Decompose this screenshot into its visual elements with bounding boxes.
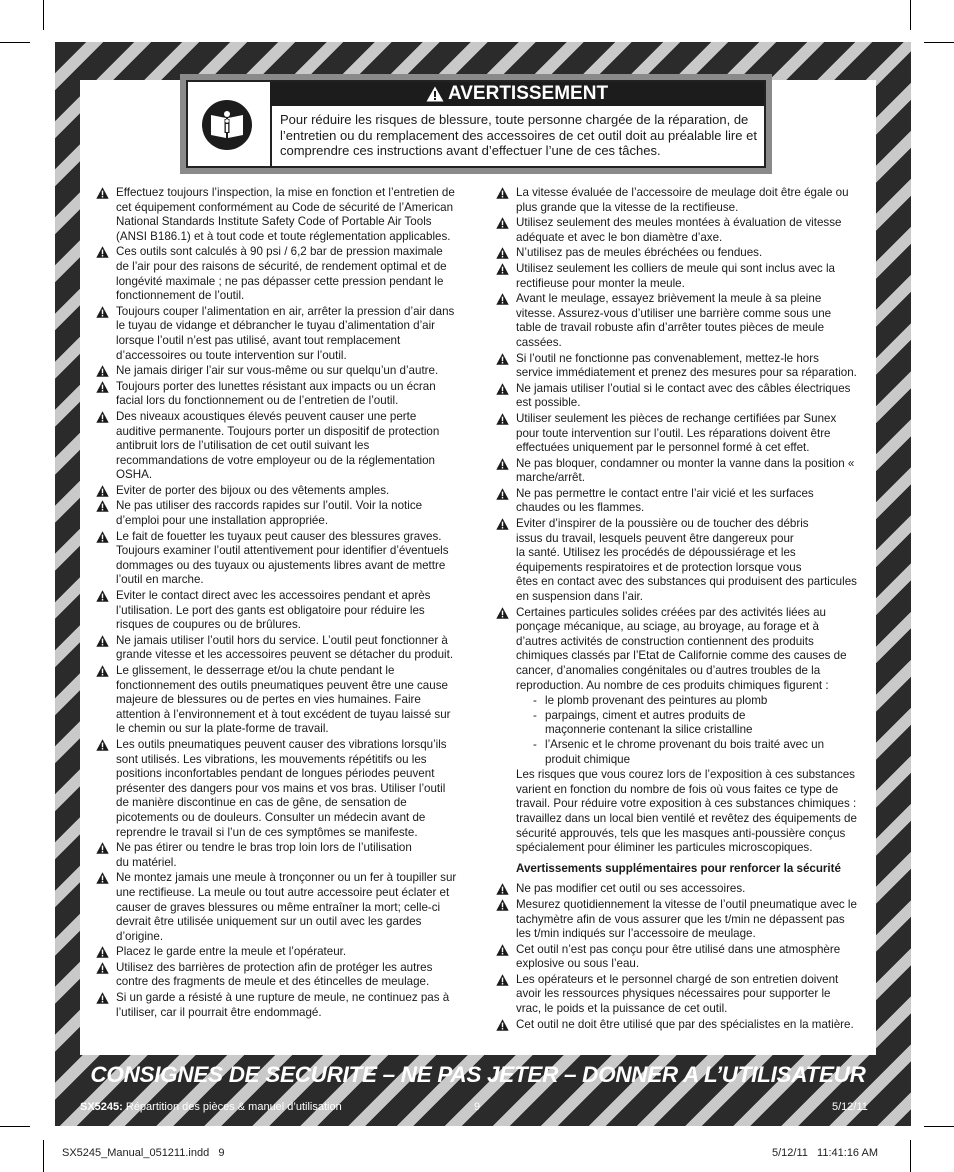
footer-description: Répartition des pièces & manuel d’utilisation (125, 1101, 342, 1113)
warning-triangle-icon (96, 531, 109, 543)
list-dash: - (533, 694, 537, 708)
warning-item-text: Ne montez jamais une meule à tronçonner ou un fer à toupiller sur une rectifieuse. La meule ou tout autre accessoire peut éclater et causer de graves blessures ou même entraîner la mort; celle-ci devrait être utilisée uniquement sur un outil avec les gardes d’origine. (116, 871, 457, 943)
warning-item-text: Ne pas étirer ou tendre le bras trop loin lors de l’utilisation du matériel. (116, 841, 412, 869)
warning-item (96, 738, 458, 840)
footer-date: 5/12/11 (832, 1101, 868, 1113)
warning-item-text: Si un garde a résisté à une rupture de meule, ne continuez pas à l’utiliser, car il pourrait être endommagé. (116, 991, 450, 1019)
warning-triangle-icon (496, 383, 509, 395)
warning-item (496, 292, 858, 350)
warning-box (186, 80, 766, 168)
warning-item (96, 664, 458, 737)
warning-item (96, 186, 458, 244)
warning-item-text: Le glissement, le desserrage et/ou la chute pendant le fonctionnement des outils pneumatiques peuvent être une cause majeure de blessures ou de pertes en vies humaines. Faire attention à l’environnement et à tout excédent de tuyau laissé sur le chemin ou sur la plate-forme de travail. (116, 664, 451, 736)
warning-item (96, 945, 458, 960)
warning-item-text: Cet outil n’est pas conçu pour être utilisé dans une atmosphère explosive ou sous l’eau. (516, 942, 841, 971)
warning-item (496, 943, 858, 972)
warning-item (96, 364, 458, 379)
warning-triangle-icon (496, 974, 509, 986)
chemical-list-item (496, 738, 858, 767)
warning-item (496, 487, 858, 516)
warning-item (96, 871, 458, 944)
warning-triangle-icon (96, 962, 109, 974)
warning-item-text: Les outils pneumatiques peuvent causer des vibrations lorsqu’ils sont utilisés. Les vibrations, les mouvements répétitifs ou les positions inconfortables pendant de longues périodes peuvent présenter des dangers pour vos mains et vos bras. Utiliser l’outil de manière discontinue en cas de gêne, de sensation de picotements ou de douleurs. Consulter un médecin avant de reprendre le travail si l’un de ces symptômes se manifeste. (116, 737, 447, 839)
warning-item-text: La vitesse évaluée de l’accessoire de meulage doit être égale ou plus grande que la vitesse de la rectifieuse. (516, 186, 849, 214)
warning-item-text: Les opérateurs et le personnel chargé de son entretien doivent avoir les ressources physiques nécessaires pour supporter le vrac, le poids et la puissance de cet outil. (516, 972, 839, 1016)
warning-item (96, 484, 458, 499)
warning-item (96, 245, 458, 303)
crop-mark (0, 42, 30, 43)
warning-item (496, 606, 858, 694)
footer-left (80, 1101, 342, 1113)
warning-item-text: Toujours porter des lunettes résistant aux impacts ou un écran facial lors du fonctionnement ou de l’entretien de l’outil. (116, 379, 436, 408)
warning-triangle-icon (496, 353, 509, 365)
warning-item-text: Ne jamais diriger l’air sur vous-même ou sur quelqu’un d’autre. (116, 364, 439, 378)
warning-item (96, 305, 458, 363)
warning-item-text: Avant le meulage, essayez brièvement la meule à sa pleine vitesse. Assurez-vous d’utiliser une barrière comme sous une table de travail robuste afin d’arrêter toutes pièces de meule cassées. (516, 292, 832, 349)
risk-paragraph: Les risques que vous courez lors de l’exposition à ces substances varient en fonction du nombre de fois où vous faites ce type de travail. Pour réduire votre exposition à ces substances chimiques : travaillez dans un local bien ventilé et revêtez des équipements de sécurité approuvés, tels que les masques anti-poussière conçus spécialement pour éliminer les particules microscopiques. (516, 768, 857, 855)
warning-triangle-icon (496, 1019, 509, 1031)
warning-triangle-icon (96, 872, 109, 884)
warning-item-text: Le fait de fouetter les tuyaux peut causer des blessures graves. Toujours examiner l’outil attentivement pour identifier d’éventuels dommages ou des tuyaux ou ajustements libres avant de mettre l’outil en marche. (116, 529, 449, 587)
warning-triangle-icon (496, 217, 509, 229)
slug-file: SX5245_Manual_051211.indd 9 (62, 1147, 225, 1159)
right-column (496, 186, 858, 1033)
warning-item (496, 973, 858, 1017)
crop-mark (910, 1140, 911, 1172)
warning-item-text: Utilisez seulement les colliers de meule qui sont inclus avec la rectifieuse pour monter la meule. (516, 261, 835, 290)
safety-banner: CONSIGNES DE SECURITE – NE PAS JETER – DONNER A L’UTILISATEUR (90, 1062, 866, 1087)
warning-triangle-icon (96, 306, 109, 318)
warning-item (496, 262, 858, 291)
warning-item (96, 589, 458, 633)
warning-item (496, 517, 858, 605)
warning-item (496, 186, 858, 215)
warning-triangle-icon (96, 842, 109, 854)
warning-item-text: Ces outils sont calculés à 90 psi / 6,2 bar de pression maximale de l’air pour des raisons de sécurité, de rendement optimal et de longévité maximale ; ne pas dépasser cette pression pendant le fonctionnement de l’outil. (116, 245, 447, 303)
warning-item (96, 841, 458, 870)
warning-item (496, 882, 858, 897)
warning-triangle-icon (496, 883, 509, 895)
footer-page-number: 9 (474, 1101, 481, 1113)
warning-item (496, 216, 858, 245)
chemical-text: le plomb provenant des peintures au plomb (545, 694, 768, 708)
warning-item (496, 412, 858, 456)
warning-item (96, 530, 458, 588)
warning-item-text: Ne pas modifier cet outil ou ses accessoires. (516, 882, 746, 896)
warning-triangle-icon (96, 485, 109, 497)
warning-triangle-icon (96, 665, 109, 677)
warning-triangle-icon (96, 187, 109, 199)
left-column (96, 186, 458, 1021)
crop-mark (43, 1140, 44, 1172)
warning-item-text: N’utilisez pas de meules ébréchées ou fendues. (516, 246, 763, 260)
warning-title: AVERTISSEMENT (447, 83, 609, 104)
warning-item (96, 410, 458, 483)
additional-warnings-title: Avertissements supplémentaires pour renforcer la sécurité (516, 861, 841, 875)
warning-item (496, 1018, 858, 1033)
warning-item-text: Certaines particules solides créées par des activités liées au ponçage mécanique, au sciage, au broyage, au forage et à d’autres activités de construction contiennent des produits chimiques classés par l’Etat de Californie comme des causes de cancer, d’anomalies congénitales ou d’autres troubles de la reproduction. Au nombre de ces produits chimiques figurent : (516, 605, 847, 692)
warning-item (496, 382, 858, 411)
warning-text: Pour réduire les risques de blessure, toute personne chargée de la réparation, de l’entretien ou du remplacement des accessoires de cet outil doit au préalable lire et comprendre ces instructions avant d’effectuer l’une de ces tâches. (280, 112, 757, 158)
warning-item-text: Utilisez des barrières de protection afin de protéger les autres contre des fragments de meule et des étincelles de meulage. (116, 960, 433, 989)
warning-triangle-icon (96, 365, 109, 377)
list-dash: - (533, 737, 537, 751)
warning-triangle-icon (96, 500, 109, 512)
warning-triangle-icon (96, 739, 109, 751)
warning-triangle-icon (426, 86, 444, 102)
warning-triangle-icon (496, 247, 509, 259)
crop-mark (924, 42, 954, 43)
crop-mark (910, 0, 911, 30)
warning-item-text: Placez le garde entre la meule et l’opérateur. (116, 945, 347, 959)
warning-triangle-icon (496, 187, 509, 199)
warning-item (96, 380, 458, 409)
chemical-list-item (496, 694, 858, 709)
warning-item-text: Utiliser seulement les pièces de rechange certifiées par Sunex pour toute intervention sur l’outil. Les réparations doivent être effectuées uniquement par le personnel formé à cet effet. (516, 411, 837, 455)
chemical-text: parpaings, ciment et autres produits de maçonnerie contenant la silice cristalline (545, 708, 753, 737)
warning-item-text: Ne pas utiliser des raccords rapides sur l’outil. Voir la notice d’emploi pour une installation appropriée. (116, 499, 423, 528)
warning-triangle-icon (496, 458, 509, 470)
warning-triangle-icon (496, 263, 509, 275)
warning-item (496, 457, 858, 486)
warning-triangle-icon (496, 413, 509, 425)
warning-triangle-icon (496, 899, 509, 911)
warning-triangle-icon (496, 488, 509, 500)
list-dash: - (533, 708, 537, 722)
chemical-text: l’Arsenic et le chrome provenant du bois traité avec un produit chimique (545, 737, 825, 766)
warning-triangle-icon (496, 944, 509, 956)
warning-item (96, 991, 458, 1020)
warning-triangle-icon (496, 518, 509, 530)
slug-timestamp: 5/12/11 11:41:16 AM (772, 1147, 879, 1159)
warning-item (496, 898, 858, 942)
warning-triangle-icon (96, 590, 109, 602)
warning-item-text: Eviter d’inspirer de la poussière ou de toucher des débris issus du travail, lesquels peuvent être dangereux pour la santé. Utilisez les procédés de dépoussiérage et les équipements respiratoires et de protection lorsque vous êtes en contact avec des substances qui produisent des particules en suspension dans l’air. (516, 517, 857, 604)
crop-mark (0, 1126, 30, 1127)
warning-item (96, 961, 458, 990)
warning-icon-cell (188, 82, 272, 166)
warning-triangle-icon (96, 992, 109, 1004)
warning-item-text: Cet outil ne doit être utilisé que par des spécialistes en la matière. (516, 1017, 854, 1031)
warning-item-text: Ne jamais utiliser l’outil hors du service. L’outil peut fonctionner à grande vitesse et les accessoires peuvent se détacher du produit. (116, 633, 454, 662)
warning-item-text: Eviter le contact direct avec les accessoires pendant et après l’utilisation. Le port des gants est obligatoire pour réduire les risques de coupures ou de brûlures. (116, 589, 431, 632)
warning-heading (270, 82, 764, 106)
warning-triangle-icon (96, 411, 109, 423)
warning-item (96, 634, 458, 663)
warning-triangle-icon (496, 293, 509, 305)
read-manual-icon (202, 100, 252, 150)
warning-item-text: Eviter de porter des bijoux ou des vêtements amples. (116, 483, 390, 497)
warning-item-text: Toujours couper l’alimentation en air, arrêter la pression d’air dans le tuyau de vidange et débrancher le tuyau d’alimentation d’air lorsque l’outil n’est pas utilisé, avant tout remplacement d’accessoires ou toute intervention sur l’outil. (116, 304, 455, 362)
warning-triangle-icon (96, 635, 109, 647)
warning-triangle-icon (96, 246, 109, 258)
warning-triangle-icon (496, 607, 509, 619)
warning-item-text: Ne jamais utiliser l’outial si le contact avec des câbles électriques est possible. (516, 381, 851, 410)
warning-item-text: Utilisez seulement des meules montées à évaluation de vitesse adéquate et avec le bon diamètre d’axe. (516, 216, 842, 244)
warning-item-text: Mesurez quotidiennement la vitesse de l’outil pneumatique avec le tachymètre afin de vous assurer que les t/min ne dépassent pas les t/min indiqués sur l’accessoire de meulage. (516, 897, 857, 941)
chemical-list-item (496, 709, 858, 738)
warning-item (96, 499, 458, 528)
warning-item (496, 246, 858, 261)
warning-item-text: Des niveaux acoustiques élevés peuvent causer une perte auditive permanente. Toujours porter un dispositif de protection antibruit lors de l’utilisation de cet outil suivant les recommandations de votre employeur ou de la réglementation OSHA. (116, 409, 440, 482)
warning-triangle-icon (96, 381, 109, 393)
warning-item-text: Ne pas bloquer, condamner ou monter la vanne dans la position « marche/arrêt. (516, 456, 855, 485)
footer-model: SX5245: (80, 1101, 123, 1113)
crop-mark (924, 1126, 954, 1127)
warning-triangle-icon (96, 946, 109, 958)
warning-item-text: Effectuez toujours l’inspection, la mise en fonction et l’entretien de cet équipement conformément au Code de sécurité de l’American National Standards Institute Safety Code of Portable Air Tools (ANSI B186.1) et à tout code et toute réglementation applicables. (116, 186, 455, 243)
warning-item-text: Ne pas permettre le contact entre l’air vicié et les surfaces chaudes ou les flammes. (516, 486, 814, 515)
crop-mark (43, 0, 44, 30)
warning-item-text: Si l’outil ne fonctionne pas convenablement, mettez-le hors service immédiatement et prenez des mesures pour sa réparation. (516, 351, 857, 380)
warning-item (496, 352, 858, 381)
